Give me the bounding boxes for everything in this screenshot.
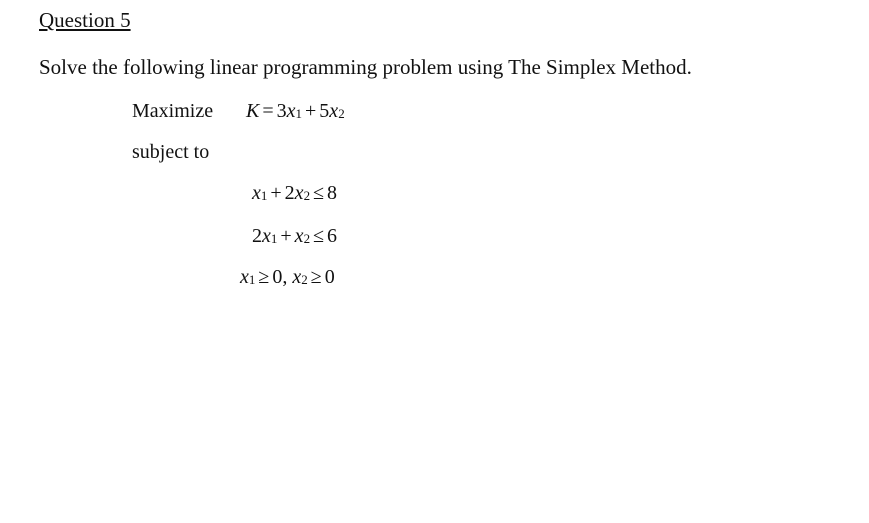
constraint-2-sub-1: 1 <box>270 231 278 246</box>
nonneg-rhs-1: 0 <box>272 266 283 288</box>
question-instruction: Solve the following linear programming problem using The Simplex Method. <box>39 55 692 79</box>
objective-plus: + <box>305 100 317 122</box>
nonneg-sub-2: 2 <box>301 272 308 287</box>
subject-to-label: subject to <box>132 141 210 163</box>
constraint-2-plus: + <box>280 225 292 247</box>
objective-equals: = <box>262 100 274 122</box>
objective-coef-2: 5 <box>319 100 330 122</box>
nonneg-relation-1: ≥ <box>258 266 270 288</box>
nonneg-var-2: x <box>292 266 302 288</box>
constraint-2 <box>252 225 337 248</box>
question-heading: Question 5 <box>39 8 131 32</box>
objective-var-1: x <box>286 100 296 122</box>
nonneg-rhs-2: 0 <box>324 266 335 288</box>
constraint-2-coef-1: 2 <box>252 225 262 247</box>
constraint-1-coef-2: 2 <box>284 182 295 204</box>
objective-coef-1: 3 <box>276 100 287 122</box>
constraint-1-sub-2: 2 <box>303 188 311 203</box>
nonneg-relation-2: ≥ <box>310 266 322 288</box>
objective-lhs: K <box>246 100 260 122</box>
objective-function <box>246 100 345 123</box>
nonnegativity-constraint <box>240 266 335 289</box>
objective-sub-1: 1 <box>295 106 303 121</box>
constraint-1-relation: ≤ <box>313 182 325 204</box>
nonneg-separator: , <box>282 266 288 288</box>
objective-sub-2: 2 <box>338 106 345 121</box>
constraint-1-plus: + <box>270 182 282 204</box>
constraint-2-sub-2: 2 <box>303 231 311 246</box>
nonneg-var-1: x <box>240 266 249 288</box>
objective-var-2: x <box>329 100 339 122</box>
constraint-1-var-1: x <box>252 182 261 204</box>
constraint-1-rhs: 8 <box>327 182 338 204</box>
maximize-label: Maximize <box>132 100 214 122</box>
nonneg-sub-1: 1 <box>248 272 256 287</box>
constraint-1 <box>252 182 337 205</box>
constraint-1-sub-1: 1 <box>260 188 268 203</box>
constraint-2-rhs: 6 <box>327 225 338 247</box>
constraint-1-var-2: x <box>294 182 304 204</box>
constraint-2-var-1: x <box>262 225 271 247</box>
constraint-2-var-2: x <box>294 225 304 247</box>
constraint-2-relation: ≤ <box>313 225 325 247</box>
